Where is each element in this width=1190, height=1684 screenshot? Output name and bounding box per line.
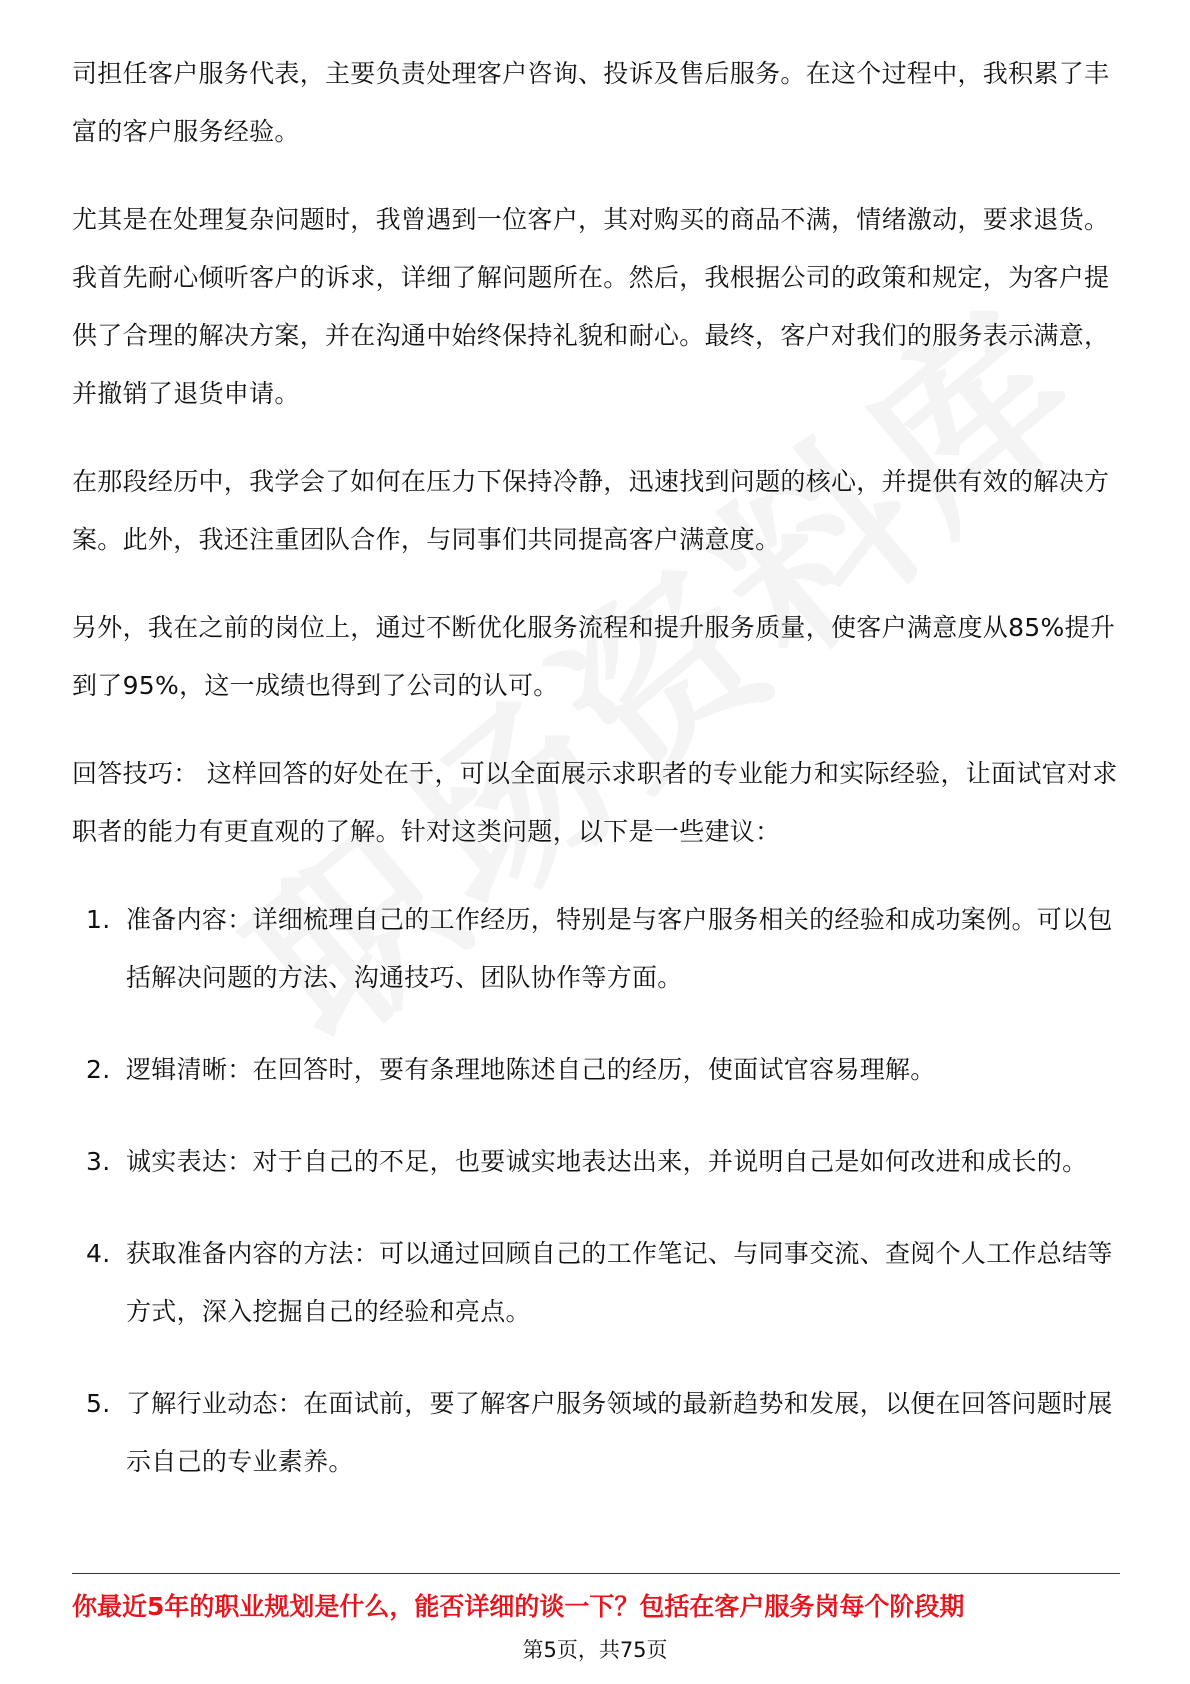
list-number: 1. — [86, 905, 111, 934]
list-text: 准备内容：详细梳理自己的工作经历，特别是与客户服务相关的经验和成功案例。可以包括解决问题的方法、沟通技巧、团队协作等方面。 — [126, 905, 1113, 992]
page-number: 第5页，共75页 — [522, 1638, 668, 1662]
list-number: 3. — [86, 1147, 111, 1176]
list-number: 2. — [86, 1055, 111, 1084]
list-number: 5. — [86, 1389, 111, 1418]
paragraph-4: 另外，我在之前的岗位上，通过不断优化服务流程和提升服务质量，使客户满意度从85%提升到了95%，这一成绩也得到了公司的认可。 — [72, 613, 1116, 700]
list-item — [72, 1375, 1120, 1491]
list-item — [72, 891, 1120, 1007]
list-text: 诚实表达：对于自己的不足，也要诚实地表达出来，并说明自己是如何改进和成长的。 — [126, 1147, 1088, 1176]
paragraph-2: 尤其是在处理复杂问题时，我曾遇到一位客户，其对购买的商品不满，情绪激动，要求退货。我首先耐心倾听客户的诉求，详细了解问题所在。然后，我根据公司的政策和规定，为客户提供了合理的解决方案，并在沟通中始终保持礼貌和耐心。最终，客户对我们的服务表示满意，并撤销了退货申请。 — [72, 205, 1110, 408]
tips-list — [72, 891, 1120, 1491]
list-text: 逻辑清晰：在回答时，要有条理地陈述自己的经历，使面试官容易理解。 — [126, 1055, 936, 1084]
divider — [72, 1573, 1120, 1574]
list-text: 获取准备内容的方法：可以通过回顾自己的工作笔记、与同事交流、查阅个人工作总结等方式，深入挖掘自己的经验和亮点。 — [126, 1239, 1113, 1326]
list-number: 4. — [86, 1239, 111, 1268]
paragraph-3: 在那段经历中，我学会了如何在压力下保持冷静，迅速找到问题的核心，并提供有效的解决方案。此外，我还注重团队合作，与同事们共同提高客户满意度。 — [72, 467, 1110, 554]
list-item — [72, 1041, 1120, 1099]
list-item — [72, 1133, 1120, 1191]
next-question-heading: 你最近5年的职业规划是什么，能否详细的谈一下？包括在客户服务岗每个阶段期 — [72, 1592, 965, 1621]
list-text: 了解行业动态：在面试前，要了解客户服务领域的最新趋势和发展，以便在回答问题时展示自己的专业素养。 — [126, 1389, 1113, 1476]
answer-tips-paragraph: 回答技巧： 这样回答的好处在于，可以全面展示求职者的专业能力和实际经验，让面试官对求职者的能力有更直观的了解。针对这类问题，以下是一些建议： — [72, 759, 1118, 846]
list-item — [72, 1225, 1120, 1341]
paragraph-1: 司担任客户服务代表，主要负责处理客户咨询、投诉及售后服务。在这个过程中，我积累了丰富的客户服务经验。 — [72, 59, 1110, 146]
page-content — [72, 45, 1120, 1525]
